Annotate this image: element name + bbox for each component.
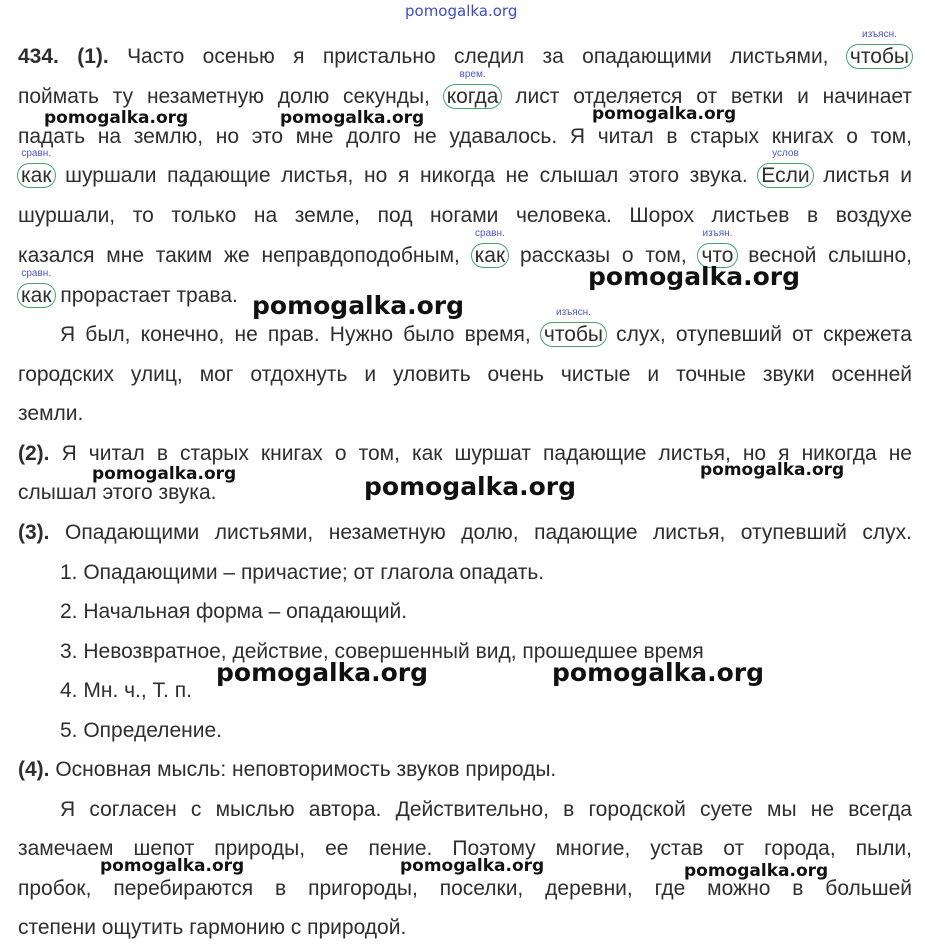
text-line (18, 29, 912, 70)
watermark: pomogalka.org (252, 291, 465, 320)
word: как (17, 163, 56, 188)
watermark: pomogalka.org (100, 856, 245, 876)
word-tag: сравн. (21, 268, 52, 279)
text-line: степени ощутить гармонию с природой. (18, 916, 407, 939)
task-number: 434. (18, 45, 59, 68)
text-span: лист отделяется от ветки и начинает (515, 85, 912, 108)
text-span: казался мне таким же неправдоподобным, (18, 244, 460, 267)
text-span: рассказы о том, (519, 244, 687, 267)
circled-word (847, 29, 912, 70)
text-span: поймать ту незаметную долю секунды, (18, 85, 430, 108)
text-line (18, 148, 912, 189)
text-line: падать на землю, но это мне долго не удавалось. Я читал в старых книгах о том, (18, 125, 912, 148)
watermark: pomogalka.org (405, 2, 518, 20)
word-tag: врем. (459, 69, 486, 80)
text-line: слышал этого звука. (18, 481, 217, 504)
text-line (18, 520, 912, 546)
part-label: (1). (77, 45, 109, 68)
text-span: Опадающими листьями, незаметную долю, падающие листья, отупевший слух. (65, 521, 912, 544)
text-span: прорастает трава. (60, 284, 238, 307)
word-tag: изъясн. (555, 307, 591, 318)
word-tag: услов (772, 148, 799, 159)
text-line: земли. (18, 402, 84, 425)
text-line (18, 69, 912, 110)
text-line: замечаем шепот природы, ее пение. Поэтому многие, устав от города, пыли, (18, 837, 912, 860)
word: Если (757, 163, 813, 188)
watermark: pomogalka.org (92, 464, 237, 484)
list-item: 2. Начальная форма – опадающий. (60, 600, 408, 623)
watermark: pomogalka.org (684, 861, 829, 881)
watermark: pomogalka.org (592, 104, 737, 124)
text-span: листья и (823, 164, 912, 187)
part-label: (2). (18, 442, 50, 465)
word: когда (443, 84, 503, 109)
word-tag: изъясн. (861, 29, 897, 40)
text-span: слух, отупевший от скрежета (616, 323, 912, 346)
text-span: Я был, конечно, не прав. Нужно было время, (60, 323, 531, 346)
text-line: городских улиц, мог отдохнуть и уловить очень чистые и точные звуки осенней (18, 363, 912, 386)
circled-word (758, 148, 812, 189)
text-span: Я читал в старых книгах о том, как шуршат падающие листья, но я никогда не (61, 442, 912, 465)
watermark: pomogalka.org (400, 856, 545, 876)
watermark: pomogalka.org (44, 108, 189, 128)
circled-word (541, 307, 606, 348)
circled-word (444, 69, 502, 110)
word-tag: сравн. (475, 228, 505, 239)
part-label: (3). (18, 521, 50, 544)
text-line: пробок, перебираются в пригороды, поселки, деревни, где можно в большей (18, 877, 912, 900)
word-tag: сравн. (21, 148, 52, 159)
text-span: Часто осенью я пристально следил за опадающими листьями, (127, 45, 829, 68)
circled-word (18, 148, 55, 189)
text-line (60, 307, 912, 348)
watermark: pomogalka.org (364, 472, 577, 501)
list-item: 3. Невозвратное, действие, совершенный вид, прошедшее время (60, 640, 704, 663)
text-span: шуршали падающие листья, но я никогда не слышал этого звука. (65, 164, 748, 187)
word: что (697, 243, 737, 268)
watermark: pomogalka.org (280, 108, 425, 128)
text-span: Основная мысль: неповторимость звуков природы. (55, 758, 557, 781)
list-item: 4. Мн. ч., Т. п. (60, 679, 192, 702)
text-line (18, 757, 912, 783)
circled-word (472, 228, 509, 269)
text-line: шуршали, то только на земле, под ногами человека. Шорох листьев в воздухе (18, 204, 912, 227)
text-line: Я согласен с мыслью автора. Действительно, в городской суете мы не всегда (60, 798, 912, 821)
word: чтобы (846, 44, 913, 69)
circled-word (18, 268, 55, 309)
list-item: 5. Определение. (60, 719, 222, 742)
word: как (17, 283, 56, 308)
list-item: 1. Опадающими – причастие; от глагола опадать. (60, 561, 545, 584)
part-label: (4). (18, 758, 50, 781)
watermark: pomogalka.org (552, 658, 765, 687)
word-tag: изъян. (702, 228, 733, 239)
text-span: весной слышно, (748, 244, 912, 267)
watermark: pomogalka.org (588, 262, 801, 291)
word: чтобы (540, 322, 607, 347)
watermark: pomogalka.org (216, 658, 429, 687)
word: как (471, 243, 510, 268)
watermark: pomogalka.org (700, 460, 845, 480)
